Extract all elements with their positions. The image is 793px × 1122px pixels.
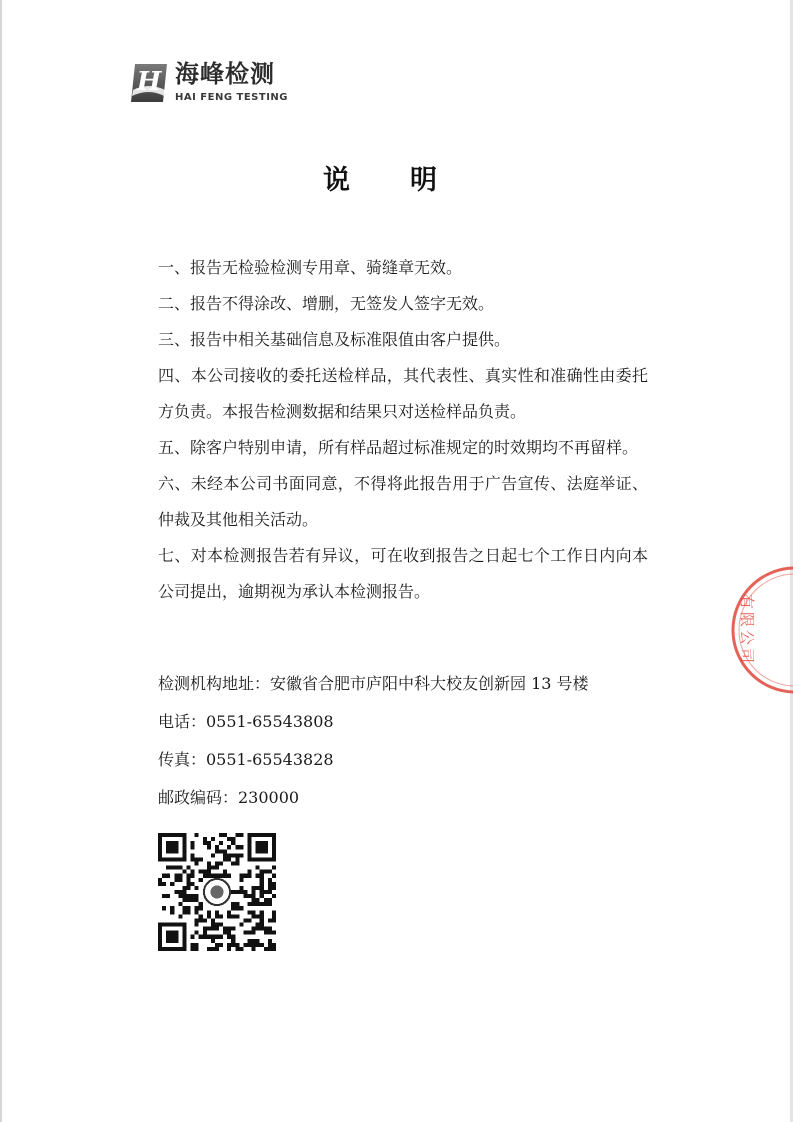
logo-mark-icon — [129, 60, 169, 106]
logo-name-en: HAI FENG TESTING — [175, 92, 289, 103]
qr-code-icon — [158, 833, 276, 951]
contact-phone: 电话：0551-65543808 — [158, 712, 334, 731]
statement-item-3: 三、报告中相关基础信息及标准限值由客户提供。 — [158, 330, 511, 349]
statement-item-6: 六、未经本公司书面同意，不得将此报告用于广告宣传、法庭举证、仲裁及其他相关活动。 — [158, 474, 648, 529]
contact-postcode: 邮政编码：230000 — [158, 788, 300, 807]
statement-item-4: 四、本公司接收的委托送检样品，其代表性、真实性和准确性由委托方负责。本报告检测数据和结果只对送检样品负责。 — [158, 366, 648, 421]
contact-info — [158, 665, 658, 817]
contact-fax: 传真：0551-65543828 — [158, 750, 334, 769]
company-logo — [129, 58, 299, 110]
contact-address: 检测机构地址：安徽省合肥市庐阳中科大校友创新园 13 号楼 — [158, 674, 589, 693]
logo-mark-letter: H — [136, 67, 162, 97]
company-seal-stamp — [700, 560, 793, 700]
statement-item-2: 二、报告不得涂改、增删，无签发人签字无效。 — [158, 294, 495, 313]
page-title: 说明 — [323, 165, 497, 196]
stamp-partial-text: 有限公司 — [738, 593, 756, 667]
statement-item-7: 七、对本检测报告若有异议，可在收到报告之日起七个工作日内向本公司提出，逾期视为承认本检测报告。 — [158, 546, 648, 601]
statement-item-5: 五、除客户特别申请，所有样品超过标准规定的时效期均不再留样。 — [158, 438, 639, 457]
statement-list — [158, 250, 648, 610]
logo-name-cn: 海峰检测 — [175, 60, 275, 88]
statement-item-1: 一、报告无检验检测专用章、骑缝章无效。 — [158, 258, 463, 277]
